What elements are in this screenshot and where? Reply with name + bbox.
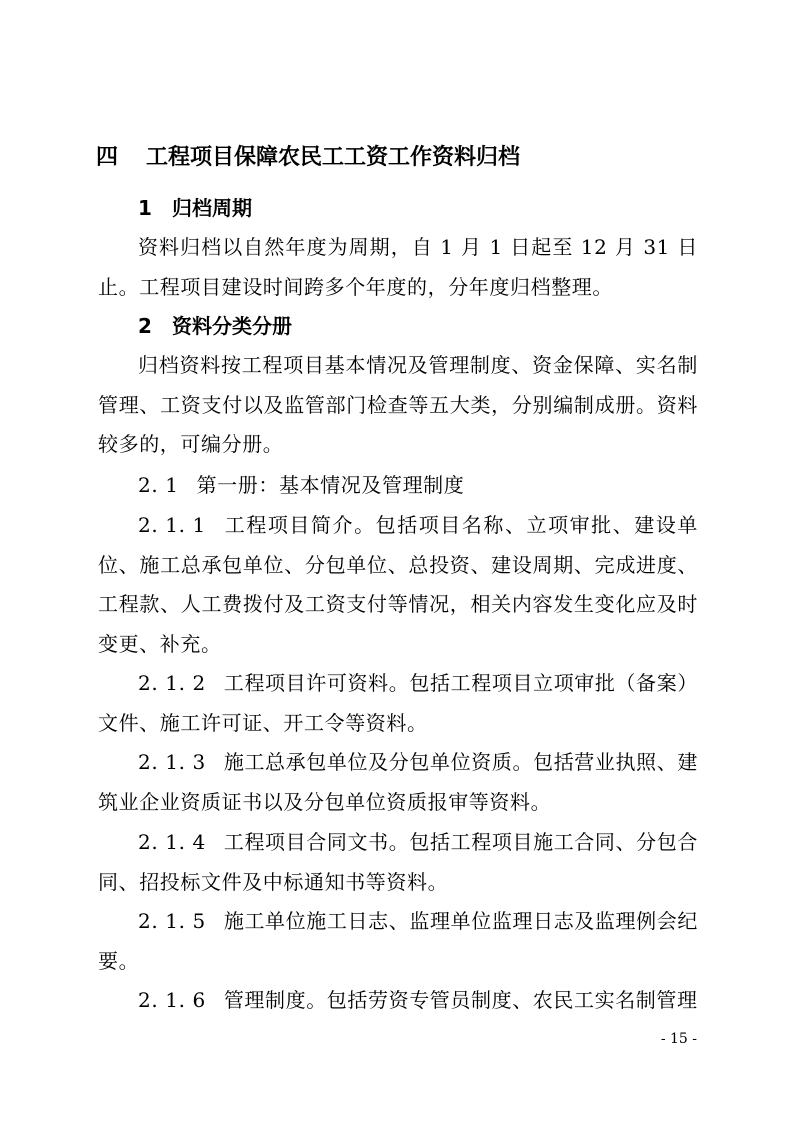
item-text: 工程项目简介。包括项目名称、立项审批、建设单位、施工总承包单位、分包单位、总投资、建设周期、完成进度、工程款、人工费拨付及工资支付等情况，相关内容发生变化应及时变更、补充。 — [98, 513, 698, 657]
section-title: 归档周期 — [172, 196, 252, 220]
item-number: 2. 1. 2 — [138, 671, 206, 695]
section-heading-2 — [138, 311, 292, 341]
item-number: 2. 1. 3 — [138, 750, 206, 774]
chapter-heading — [96, 142, 520, 174]
item-paragraph — [98, 664, 698, 743]
subsection-heading — [98, 466, 698, 506]
section-title: 资料分类分册 — [172, 314, 292, 338]
item-text: 管理制度。包括劳资专管员制度、农民工实名制管理 — [223, 988, 698, 1012]
section-number: 1 — [138, 196, 152, 220]
section-heading-1 — [138, 193, 252, 223]
item-text: 工程项目许可资料。包括工程项目立项审批（备案）文件、施工许可证、开工令等资料。 — [98, 671, 698, 735]
section-paragraph-1: 资料归档以自然年度为周期，自 1 月 1 日起至 12 月 31 日止。工程项目建设时间跨多个年度的，分年度归档整理。 — [98, 235, 698, 299]
item-number: 2. 1. 4 — [138, 830, 206, 854]
item-text: 施工总承包单位及分包单位资质。包括营业执照、建筑业企业资质证书以及分包单位资质报审等资料。 — [98, 750, 698, 814]
item-number: 2. 1. 6 — [138, 988, 206, 1012]
chapter-title: 工程项目保障农民工工资工作资料归档 — [146, 145, 521, 170]
item-paragraph — [98, 743, 698, 822]
item-text: 施工单位施工日志、监理单位监理日志及监理例会纪要。 — [98, 909, 698, 973]
section-paragraph-2: 归档资料按工程项目基本情况及管理制度、资金保障、实名制管理、工资支付以及监管部门检查等五大类，分别编制成册。资料较多的，可编分册。 — [98, 353, 698, 457]
item-number: 2. 1. 1 — [138, 513, 206, 537]
item-number: 2. 1. 5 — [138, 909, 206, 933]
item-paragraph — [98, 823, 698, 902]
item-paragraph — [98, 902, 698, 981]
chapter-number: 四 — [96, 145, 119, 170]
subsection-number: 2. 1 — [138, 473, 179, 497]
page-number: - 15 - — [660, 1031, 697, 1047]
item-paragraph — [98, 981, 698, 1021]
item-text: 工程项目合同文书。包括工程项目施工合同、分包合同、招投标文件及中标通知书等资料。 — [98, 830, 698, 894]
subsection-title: 第一册：基本情况及管理制度 — [196, 473, 465, 497]
section-number: 2 — [138, 314, 152, 338]
item-paragraph — [98, 506, 698, 665]
